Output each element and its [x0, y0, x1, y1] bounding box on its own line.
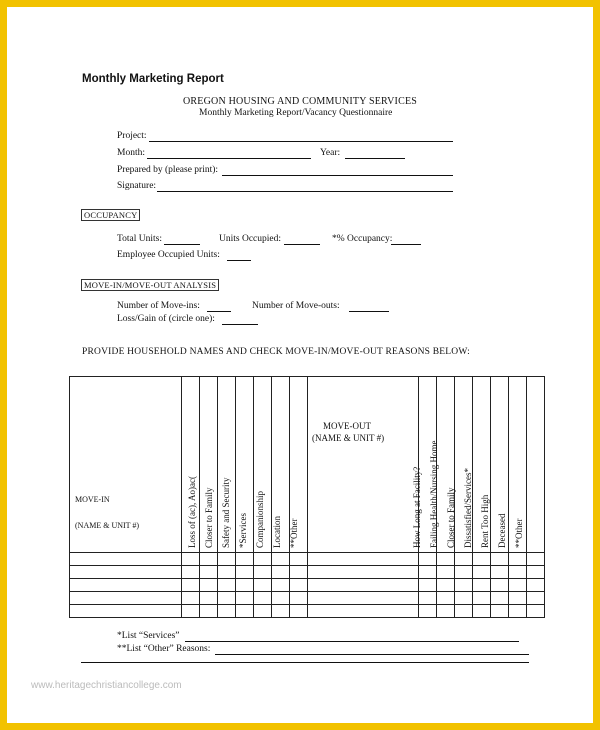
form-subtitle: Monthly Marketing Report/Vacancy Questionnaire: [199, 108, 393, 118]
table-row[interactable]: [70, 605, 545, 618]
employee-units-label: Employee Occupied Units:: [117, 250, 220, 260]
reason-out-1: How Long at Facility?: [412, 466, 422, 548]
units-occupied-line[interactable]: [284, 244, 320, 245]
prepared-by-line[interactable]: [222, 175, 453, 176]
signature-line[interactable]: [157, 191, 453, 192]
reason-in-1: Loss of (ac), Ao)ac(: [187, 476, 197, 548]
watermark: www.heritagechristiancollege.com: [31, 680, 182, 691]
project-line[interactable]: [149, 141, 453, 142]
reason-in-2: Closer to Family: [204, 487, 214, 548]
reason-out-6: Deceased: [497, 513, 507, 548]
move-in-label: MOVE-IN: [75, 495, 110, 504]
signature-label: Signature:: [117, 181, 157, 191]
total-units-line[interactable]: [164, 244, 200, 245]
move-outs-line[interactable]: [349, 311, 389, 312]
move-outs-label: Number of Move-outs:: [252, 301, 340, 311]
move-out-sub: (NAME & UNIT #): [312, 433, 385, 443]
loss-gain-line[interactable]: [222, 324, 258, 325]
services-list-label: *List “Services”: [117, 631, 180, 641]
month-label: Month:: [117, 148, 145, 158]
pct-occupancy-label: *% Occupancy:: [332, 234, 393, 244]
table-row[interactable]: [70, 553, 545, 566]
reason-in-3: Safety and Security: [221, 477, 231, 548]
analysis-heading: MOVE-IN/MOVE-OUT ANALYSIS: [81, 279, 219, 291]
table-row[interactable]: [70, 566, 545, 579]
reason-out-7: **Other: [514, 518, 524, 548]
other-list-line[interactable]: [215, 654, 529, 655]
report-title: Monthly Marketing Report: [82, 73, 224, 85]
household-table: [69, 376, 545, 618]
move-ins-label: Number of Move-ins:: [117, 301, 200, 311]
reason-in-5: Companionship: [255, 490, 265, 548]
other-list-label: **List “Other” Reasons:: [117, 644, 211, 654]
table-row[interactable]: [70, 579, 545, 592]
move-out-label: MOVE-OUT: [323, 421, 371, 431]
total-units-label: Total Units:: [117, 234, 162, 244]
reason-out-2: Failing Health/Nursing Home: [429, 440, 439, 548]
table-row[interactable]: [70, 592, 545, 605]
move-ins-line[interactable]: [207, 311, 231, 312]
prepared-by-label: Prepared by (please print):: [117, 165, 219, 175]
units-occupied-label: Units Occupied:: [219, 234, 282, 244]
reason-in-6: Location: [272, 516, 282, 548]
reason-out-3: Closer to Family: [446, 487, 456, 548]
project-label: Project:: [117, 131, 147, 141]
document-page: [7, 7, 593, 723]
move-out-header: [308, 377, 419, 553]
reason-in-4: *Services: [238, 513, 248, 548]
year-line[interactable]: [345, 158, 405, 159]
reason-in-7: **Other: [289, 518, 299, 548]
reason-out-4: Dissatisfied/Services*: [463, 468, 473, 548]
employee-units-line[interactable]: [227, 260, 251, 261]
move-in-sub: (NAME & UNIT #): [75, 521, 140, 530]
instruction-text: PROVIDE HOUSEHOLD NAMES AND CHECK MOVE-IN/MOVE-OUT REASONS BELOW:: [82, 347, 470, 357]
occupancy-heading: OCCUPANCY: [81, 209, 140, 221]
month-line[interactable]: [147, 158, 311, 159]
bottom-rule: [81, 662, 529, 663]
loss-gain-label: Loss/Gain of (circle one):: [117, 314, 215, 324]
reason-out-5: Rent Too High: [480, 494, 490, 548]
agency-name: OREGON HOUSING AND COMMUNITY SERVICES: [183, 96, 418, 107]
services-list-line[interactable]: [185, 641, 519, 642]
year-label: Year:: [320, 148, 341, 158]
pct-occupancy-line[interactable]: [391, 244, 421, 245]
